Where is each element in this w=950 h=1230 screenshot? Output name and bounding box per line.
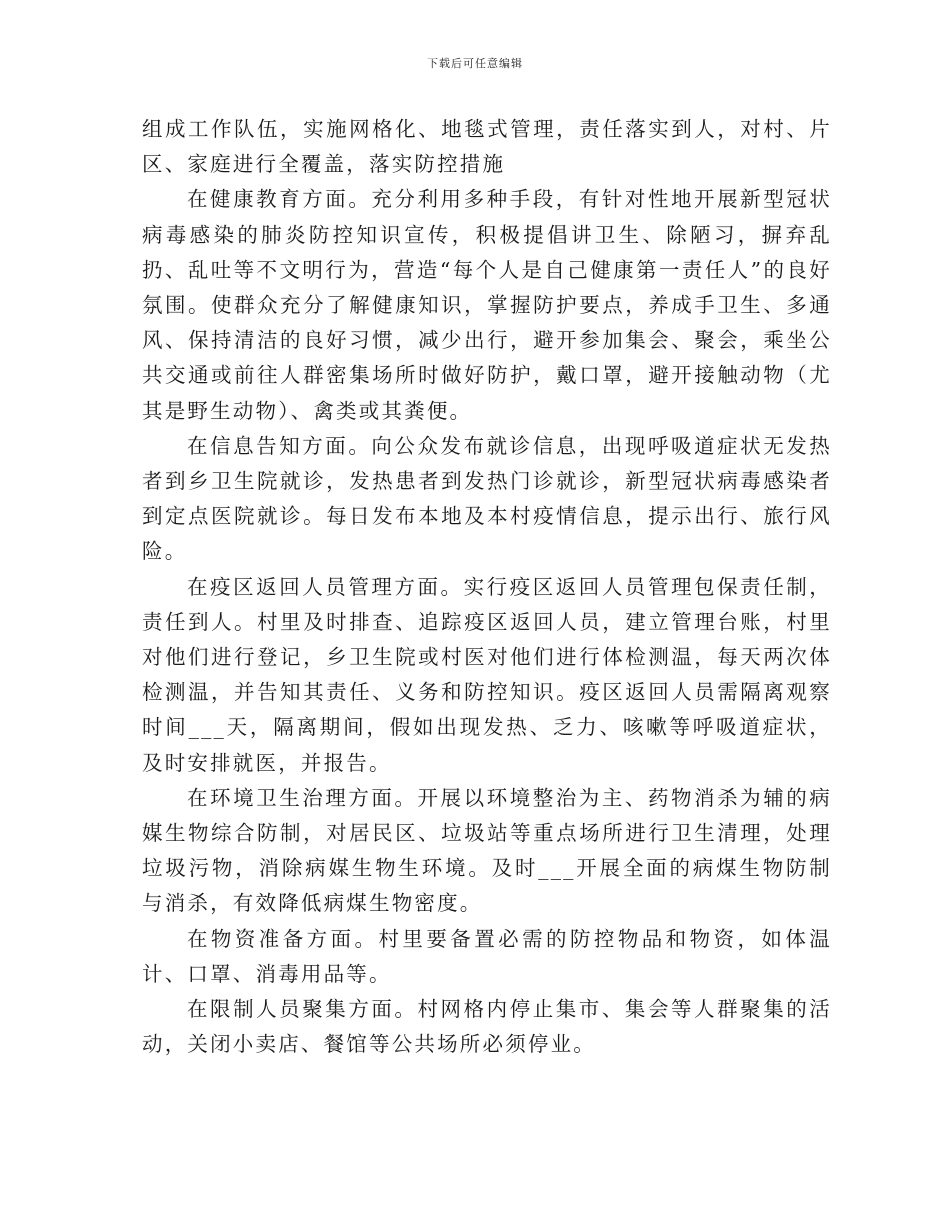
paragraph-gathering-restriction: 在限制人员聚集方面。村网格内停止集市、集会等人群聚集的活动，关闭小卖店、餐馆等公共场所必须停业。: [142, 997, 832, 1057]
paragraph-environment-sanitation: 在环境卫生治理方面。开展以环境整治为主、药物消杀为辅的病媒生物综合防制，对居民区、垃圾站等重点场所进行卫生清理，处理垃圾污物，消除病媒生物生环境。及时___开展全面的病煤生物防制与消杀，有效降低病煤生物密度。: [142, 785, 832, 916]
paragraph-returnee-management: 在疫区返回人员管理方面。实行疫区返回人员管理包保责任制，责任到人。村里及时排查、追踪疫区返回人员，建立管理台账，村里对他们进行登记，乡卫生院或村医对他们进行体检测温，每天两次体检测温，并告知其责任、义务和防控知识。疫区返回人员需隔离观察时间___天，隔离期间，假如出现发热、乏力、咳嗽等呼吸道症状，及时安排就医，并报告。: [142, 574, 832, 775]
paragraph-information-notice: 在信息告知方面。向公众发布就诊信息，出现呼吸道症状无发热者到乡卫生院就诊，发热患者到发热门诊就诊，新型冠状病毒感染者到定点医院就诊。每日发布本地及本村疫情信息，提示出行、旅行风险。: [142, 433, 832, 564]
paragraph-continuation: 组成工作队伍，实施网格化、地毯式管理，责任落实到人，对村、片区、家庭进行全覆盖，落实防控措施: [142, 117, 832, 177]
paragraph-health-education: 在健康教育方面。充分利用多种手段，有针对性地开展新型冠状病毒感染的肺炎防控知识宣传，积极提倡讲卫生、除陋习，摒弃乱扔、乱吐等不文明行为，营造“每个人是自己健康第一责任人”的良好氛围。使群众充分了解健康知识，掌握防护要点，养成手卫生、多通风、保持清洁的良好习惯，减少出行，避开参加集会、聚会，乘坐公共交通或前往人群密集场所时做好防护，戴口罩，避开接触动物（尤其是野生动物）、禽类或其粪便。: [142, 187, 832, 423]
document-body: [142, 112, 832, 1062]
page-header: 下载后可任意编辑: [427, 57, 523, 70]
paragraph-supplies-preparation: 在物资准备方面。村里要备置必需的防控物品和物资，如体温计、口罩、消毒用品等。: [142, 926, 832, 986]
